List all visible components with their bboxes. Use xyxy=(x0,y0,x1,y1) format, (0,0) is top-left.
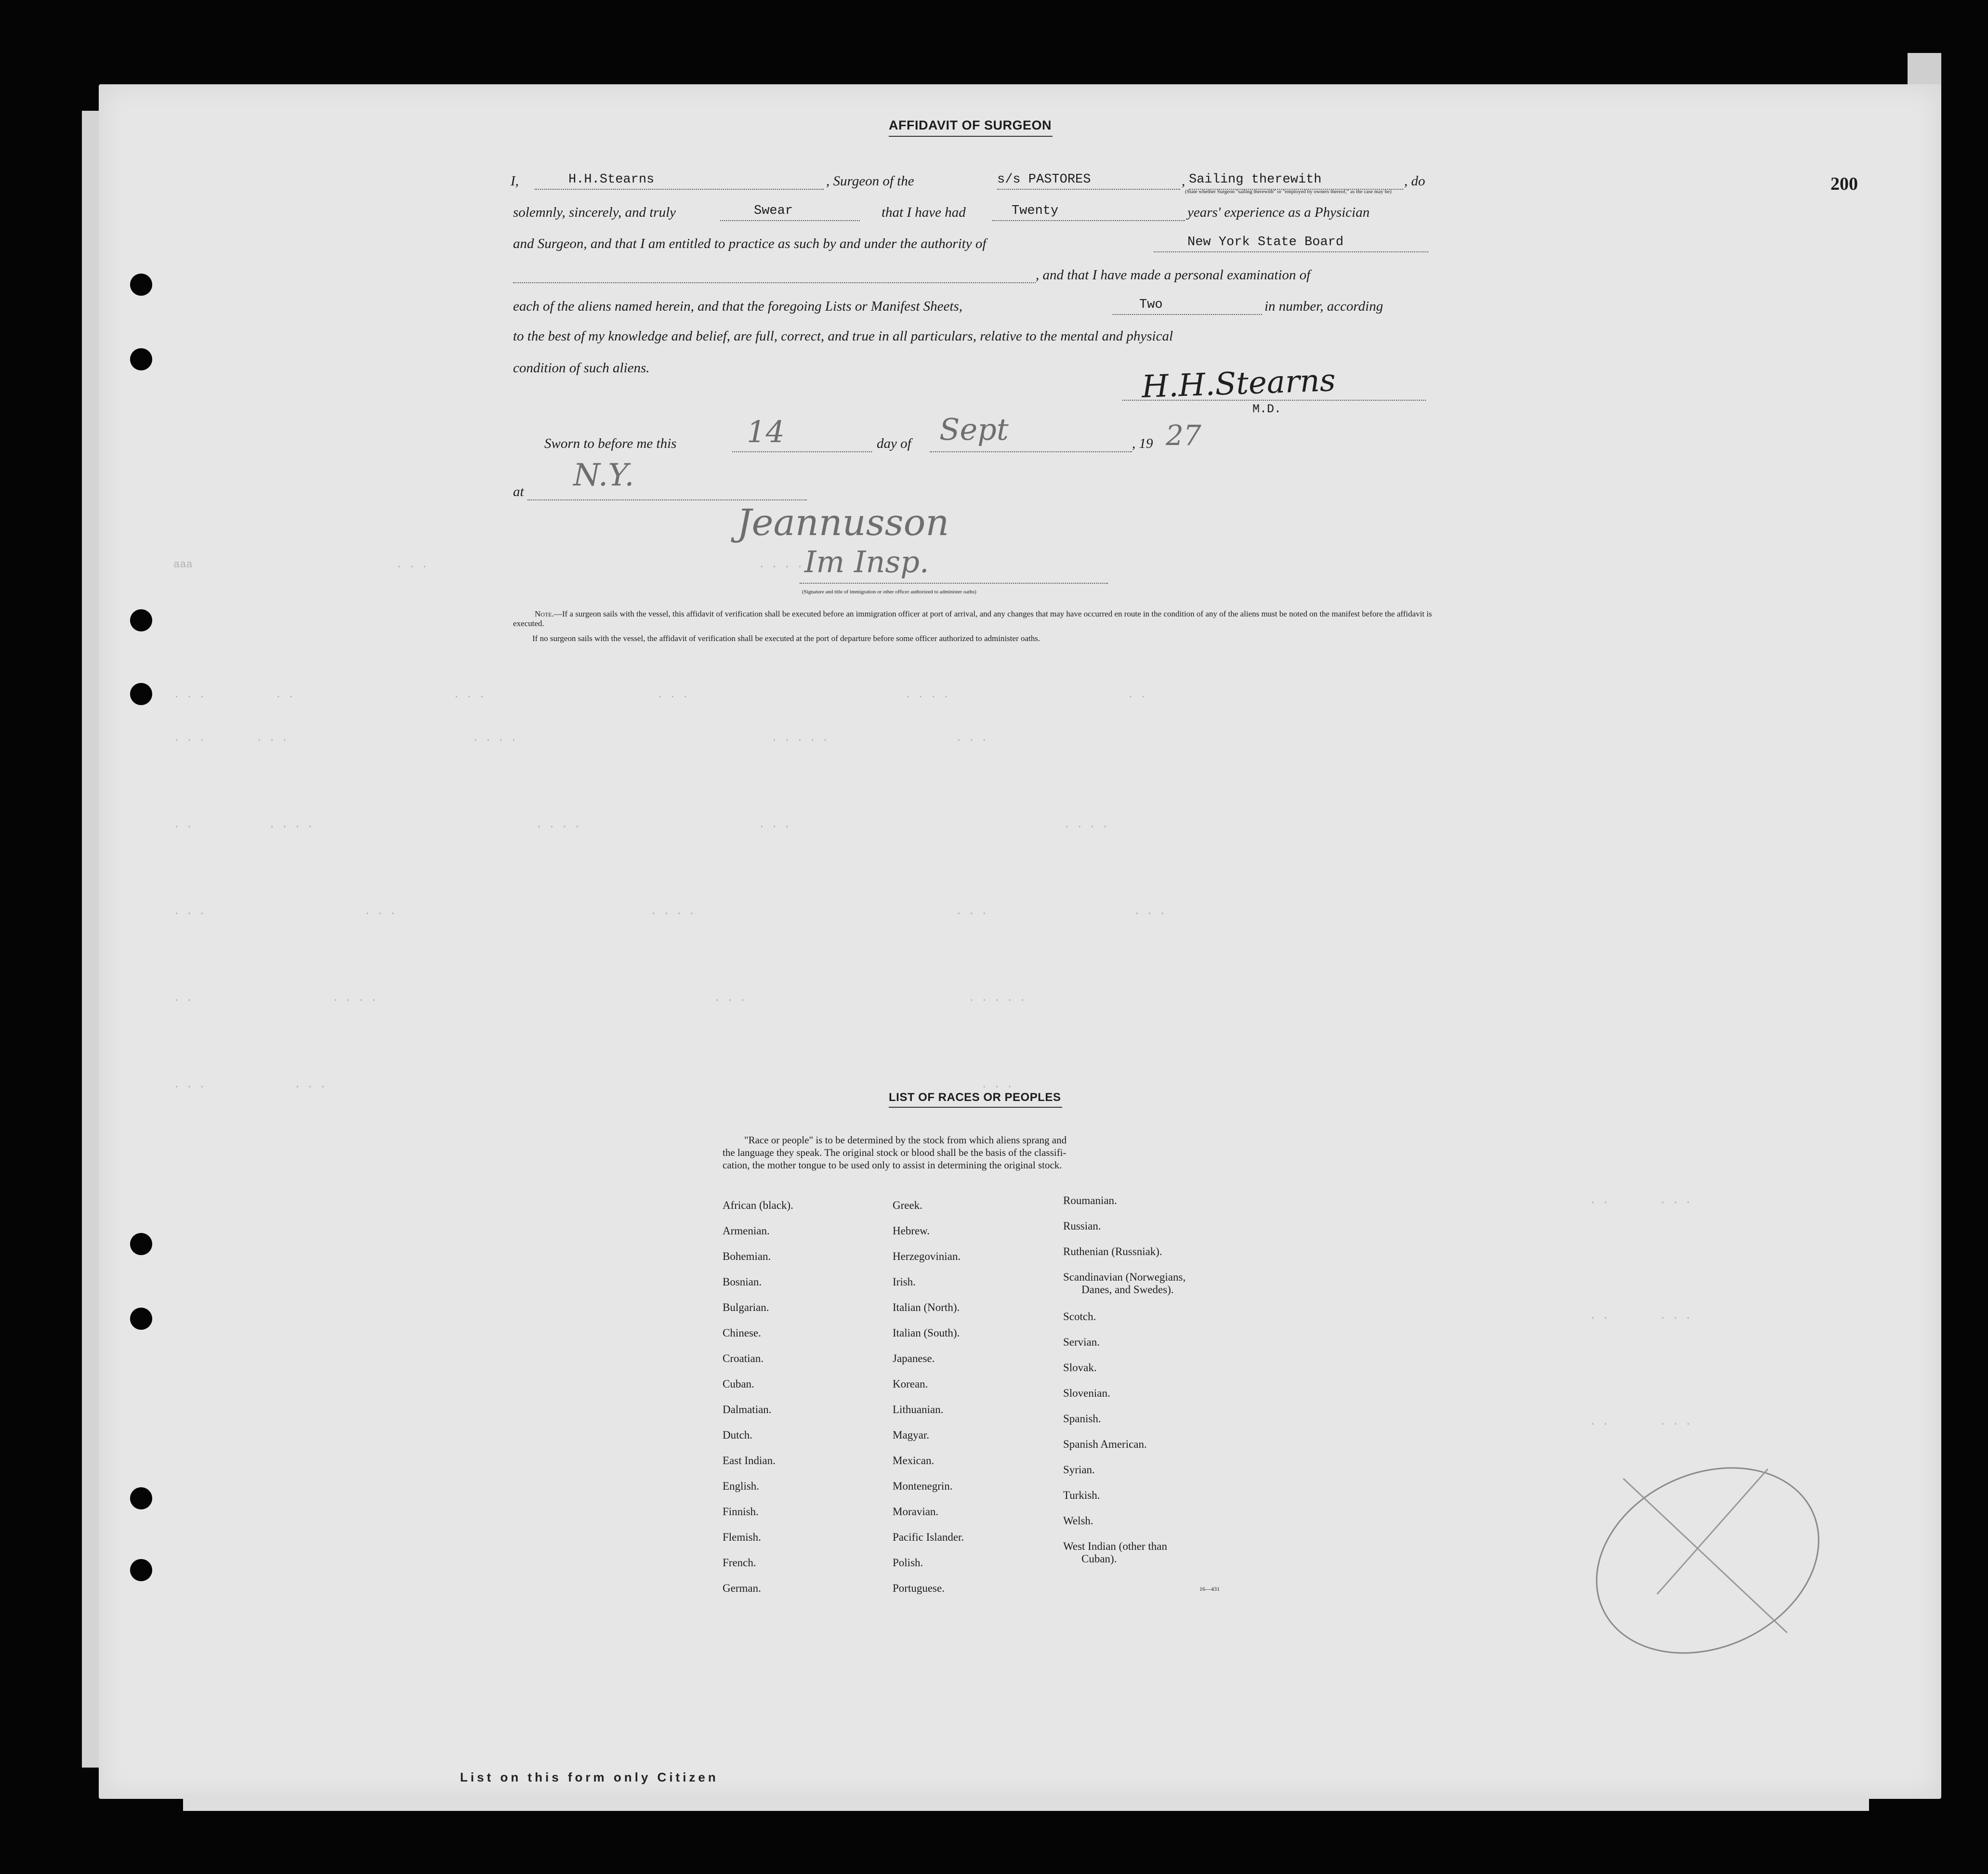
surgeon-name: H.H.Stearns xyxy=(568,172,655,187)
note-text-2: If no surgeon sails with the vessel, the affidavit of verification shall be executed at the port of departure before some officer authorized to administer oaths. xyxy=(532,634,1040,643)
binding-hole xyxy=(130,1308,152,1330)
races-intro-3: cation, the mother tongue to be used only to assist in determining the original stock. xyxy=(723,1159,1062,1171)
at-prefix: at xyxy=(513,484,524,499)
binding-hole xyxy=(44,1587,66,1609)
race-item: Bosnian. xyxy=(723,1276,762,1288)
binding-hole xyxy=(130,1487,152,1509)
race-item: Montenegrin. xyxy=(893,1480,953,1492)
years-value: Twenty xyxy=(1012,204,1059,218)
race-item: Japanese. xyxy=(893,1352,935,1364)
sworn-month: Sept xyxy=(939,412,1009,447)
sworn-year-prefix: , 19 xyxy=(1132,436,1153,451)
bleed-through-text: . . . . . . . . . xyxy=(173,1079,1013,1091)
binding-hole xyxy=(130,348,152,370)
race-item: Roumanian. xyxy=(1063,1194,1117,1206)
officer-caption: (Signature and title of immigration or other officer authorized to administer oaths) xyxy=(802,589,976,595)
officer-signature: Jeannusson xyxy=(737,501,949,544)
authority-continuation-field xyxy=(513,266,1036,283)
bleed-through-text: . . . . . xyxy=(1590,1310,1692,1322)
race-item: Magyar. xyxy=(893,1429,930,1441)
race-item: African (black). xyxy=(723,1199,793,1211)
race-item: Bulgarian. xyxy=(723,1301,769,1313)
note-text-1: —If a surgeon sails with the vessel, this affidavit of verification shall be executed before an immigration officer at port of arrival, and any changes that may have occurred en route in the condition of any of the aliens must be noted on the manifest before the affidavit is executed. xyxy=(513,609,1432,628)
sailing-field xyxy=(1189,172,1403,190)
underlying-sheet-text: List on this form only Citizen xyxy=(460,1770,719,1784)
race-item: Lithuanian. xyxy=(893,1403,944,1415)
bleed-through-text: . . . . . . . . . . . . . . . . . . xyxy=(173,732,987,744)
surgeon-name-field xyxy=(535,172,824,190)
line1-suffix: , do xyxy=(1404,173,1425,189)
race-item: Dalmatian. xyxy=(723,1403,772,1415)
surgeon-signature: H.H.Stearns xyxy=(1141,362,1336,406)
races-intro-1: "Race or people" is to be determined by the stock from which aliens sprang and xyxy=(744,1134,1067,1146)
race-item: Armenian. xyxy=(723,1225,770,1237)
binding-hole xyxy=(130,609,152,631)
race-item: Dutch. xyxy=(723,1429,752,1441)
sworn-day: 14 xyxy=(747,414,785,449)
pencil-circle-mark xyxy=(1585,1450,1835,1671)
race-item: Chinese. xyxy=(723,1327,761,1339)
left-binding-strip xyxy=(82,111,101,1768)
officer-signature-line xyxy=(800,578,1108,584)
affidavit-note xyxy=(513,609,1452,629)
bleed-through-text: . . . . . . . . . . . . . . xyxy=(173,992,1026,1004)
races-title-underline xyxy=(889,1107,1062,1108)
at-place-field xyxy=(527,483,807,500)
race-item: Irish. xyxy=(893,1276,916,1288)
race-item: German. xyxy=(723,1582,761,1594)
binding-hole xyxy=(44,1335,66,1357)
race-item: Scandinavian (Norwegians, xyxy=(1063,1271,1186,1283)
authority-field xyxy=(1154,235,1428,252)
binding-hole xyxy=(44,304,66,327)
race-item: Servian. xyxy=(1063,1336,1100,1348)
binding-hole xyxy=(44,1507,66,1530)
race-item: Italian (North). xyxy=(893,1301,960,1313)
race-item: East Indian. xyxy=(723,1455,776,1467)
race-item: Spanish American. xyxy=(1063,1438,1147,1450)
line1-do: do xyxy=(1411,173,1425,189)
race-item: Cuban. xyxy=(723,1378,754,1390)
race-item: Mexican. xyxy=(893,1455,935,1467)
race-item: Korean. xyxy=(893,1378,928,1390)
line1-surgeon-of: , Surgeon of the xyxy=(826,173,914,189)
line6: to the best of my knowledge and belief, are full, correct, and true in all particulars, relative to the mental and physical xyxy=(513,328,1173,344)
race-item: Hebrew. xyxy=(893,1225,930,1237)
race-item: Russian. xyxy=(1063,1220,1101,1232)
line5-prefix: each of the aliens named herein, and that the foregoing Lists or Manifest Sheets, xyxy=(513,299,962,314)
line4-suffix: , and that I have made a personal examination of xyxy=(1036,267,1311,283)
race-item: Italian (South). xyxy=(893,1327,960,1339)
line2-prefix: solemnly, sincerely, and truly xyxy=(513,205,676,220)
line2-suffix: years' experience as a Physician xyxy=(1187,205,1370,220)
line5-suffix: in number, according xyxy=(1264,299,1383,314)
line7: condition of such aliens. xyxy=(513,360,650,376)
race-item: Finnish. xyxy=(723,1506,759,1518)
affidavit-title: AFFIDAVIT OF SURGEON xyxy=(889,118,1052,132)
vessel-field xyxy=(997,172,1180,190)
race-item: Turkish. xyxy=(1063,1489,1100,1501)
sailing-status: Sailing therewith xyxy=(1189,172,1322,187)
title-underline xyxy=(889,136,1053,137)
signature-suffix: M.D. xyxy=(1252,402,1282,416)
race-item: Bohemian. xyxy=(723,1250,771,1262)
sworn-day-of: day of xyxy=(877,436,911,451)
race-item: French. xyxy=(723,1557,756,1569)
race-item: Croatian. xyxy=(723,1352,764,1364)
races-intro-2: the language they speak. The original stock or blood shall be the basis of the classifi- xyxy=(723,1147,1066,1158)
race-item: Flemish. xyxy=(723,1531,761,1543)
bleed-through-text: ааа . . . . . . . xyxy=(173,559,803,571)
binding-hole xyxy=(44,380,66,402)
count-field xyxy=(1113,298,1262,315)
years-field xyxy=(992,204,1185,221)
race-item: Slovenian. xyxy=(1063,1387,1110,1399)
race-item: Greek. xyxy=(893,1199,922,1211)
bleed-through-text: . . . . . . . . . . . . . . . . . xyxy=(173,819,1108,831)
line1-prefix: I, xyxy=(511,173,519,189)
bleed-through-text: . . . . . . . . . . . . . . . . xyxy=(173,905,1166,917)
oath-field xyxy=(720,204,860,221)
race-item: Portuguese. xyxy=(893,1582,945,1594)
race-item: Polish. xyxy=(893,1557,923,1569)
race-item: Pacific Islander. xyxy=(893,1531,964,1543)
binding-hole xyxy=(130,683,152,705)
count-value: Two xyxy=(1139,298,1163,312)
race-item: Welsh. xyxy=(1063,1515,1093,1527)
race-item: Danes, and Swedes). xyxy=(1081,1284,1174,1296)
page-number: 200 xyxy=(1830,174,1858,194)
officer-title: Im Insp. xyxy=(804,544,929,579)
binding-hole xyxy=(44,711,66,733)
line2-middle: that I have had xyxy=(882,205,966,220)
binding-hole xyxy=(130,274,152,296)
race-item: Cuban). xyxy=(1081,1553,1117,1565)
line3-prefix: and Surgeon, and that I am entitled to practice as such by and under the authority of xyxy=(513,236,987,251)
race-item: Scotch. xyxy=(1063,1310,1096,1323)
binding-hole xyxy=(44,1259,66,1282)
race-item: Syrian. xyxy=(1063,1464,1095,1476)
note-label: Note. xyxy=(535,609,554,618)
bleed-through-text: . . . . . xyxy=(1590,1416,1692,1428)
binding-hole xyxy=(44,635,66,657)
race-item: West Indian (other than xyxy=(1063,1540,1167,1552)
oath-value: Swear xyxy=(754,204,793,218)
form-number: 16—431 xyxy=(1199,1586,1220,1592)
race-item: Spanish. xyxy=(1063,1413,1101,1425)
sworn-year: 27 xyxy=(1166,419,1201,452)
race-item: Ruthenian (Russniak). xyxy=(1063,1245,1162,1258)
binding-hole xyxy=(130,1559,152,1581)
race-item: Slovak. xyxy=(1063,1362,1097,1374)
bleed-through-text: . . . . . . . . . . . . . . . . . xyxy=(173,689,1146,701)
race-item: English. xyxy=(723,1480,760,1492)
authority-value: New York State Board xyxy=(1187,235,1344,249)
binding-hole xyxy=(130,1233,152,1255)
sworn-prefix: Sworn to before me this xyxy=(544,436,677,451)
race-item: Moravian. xyxy=(893,1506,939,1518)
races-title: LIST OF RACES OR PEOPLES xyxy=(889,1091,1061,1104)
at-place: N.Y. xyxy=(573,458,634,493)
bleed-through-text: . . . . . xyxy=(1590,1194,1692,1206)
vessel-name: s/s PASTORES xyxy=(997,172,1091,187)
sailing-note: (State whether Surgeon "sailing therewith" or "employed by owners thereof," as the case may be) xyxy=(1185,189,1392,195)
race-item: Herzegovinian. xyxy=(893,1250,961,1262)
line1-comma: , xyxy=(1182,173,1185,189)
